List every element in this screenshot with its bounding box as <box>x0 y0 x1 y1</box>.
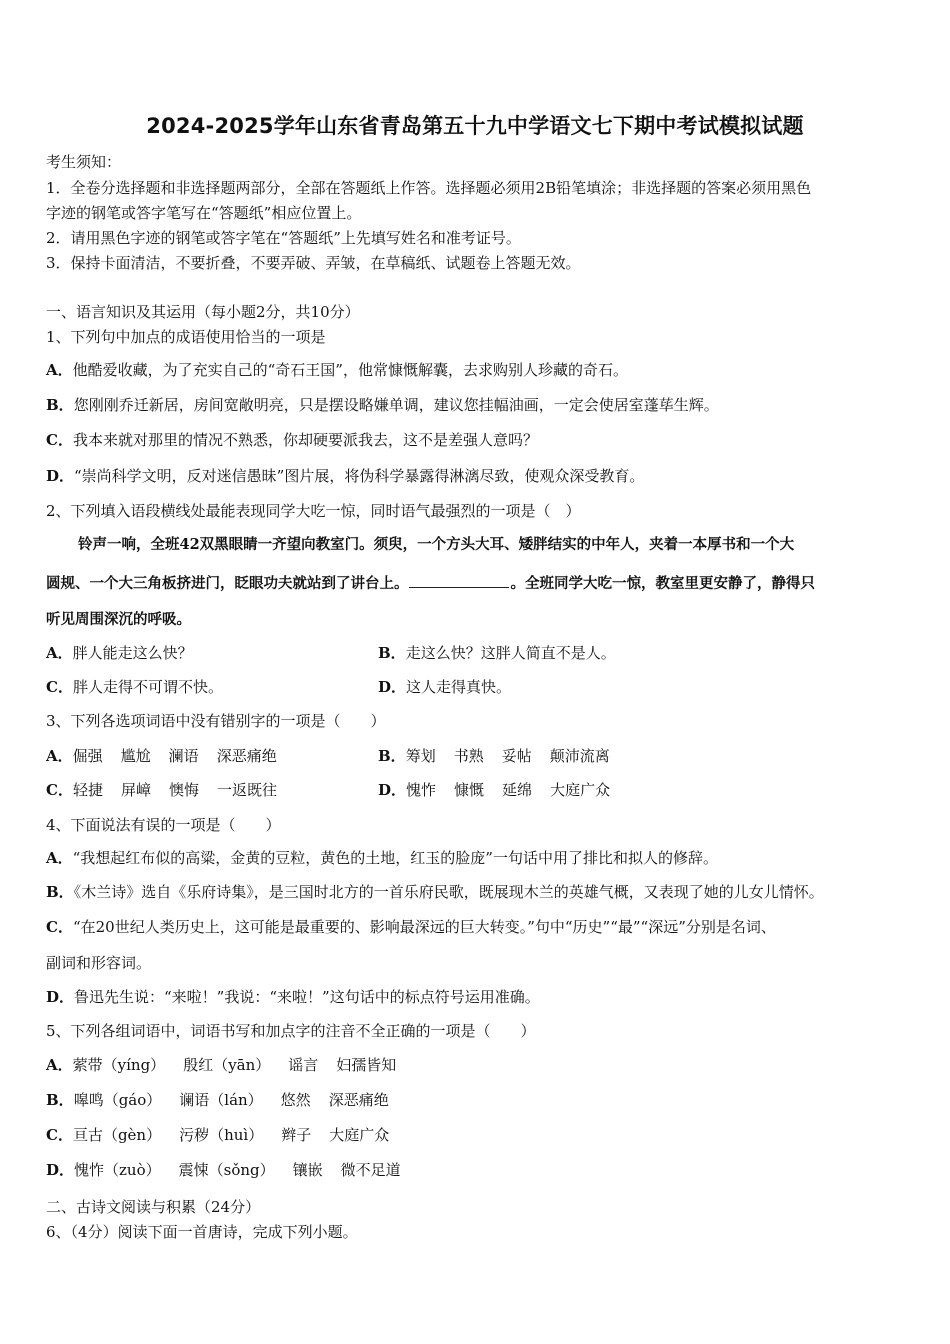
notice-item-3: 3．保持卡面清洁，不要折叠，不要弄破、弄皱，在草稿纸、试题卷上答题无效。 <box>46 254 581 272</box>
word: 延绵 <box>502 781 533 799</box>
word: 微不足道 <box>340 1161 401 1179</box>
option-text: 这人走得真快。 <box>406 678 512 696</box>
word: 镶嵌 <box>292 1161 323 1179</box>
option-label: B． <box>46 396 74 414</box>
word: 殷红（yān） <box>183 1056 271 1074</box>
option-label: A． <box>46 361 73 379</box>
notice-item-1-line-2: 字迹的钢笔或答字笔写在“答题纸”相应位置上。 <box>46 204 362 222</box>
option-label: C． <box>46 918 73 936</box>
word: 污秽（huì） <box>179 1126 264 1144</box>
q4-option-a <box>46 848 718 868</box>
q1-option-d <box>46 466 644 486</box>
word: 倔强 <box>72 747 103 765</box>
word: 澜语 <box>168 747 199 765</box>
word: 亘古（gèn） <box>72 1126 162 1144</box>
q5-option-a <box>46 1055 414 1075</box>
notice-heading: 考生须知： <box>46 153 122 171</box>
q5-stem: 5、下列各组词语中，词语书写和加点字的注音不全正确的一项是（ ） <box>46 1022 536 1040</box>
passage-text: 。全班同学大吃一惊，教室里更安静了，静得只 <box>510 575 815 592</box>
notice-item-1-line-1: 1．全卷分选择题和非选择题两部分，全部在答题纸上作答。选择题必须用2B铅笔填涂；非选择题的答案必须用黑色 <box>46 179 812 197</box>
option-text: “我想起红布似的高粱，金黄的豆粒，黄色的土地，红玉的脸庞”一句话中用了排比和拟人的修辞。 <box>72 849 718 867</box>
q5-option-d <box>46 1160 419 1180</box>
q2-passage-line-1: 铃声一响，全班42双黑眼睛一齐望向教室门。须臾，一个方头大耳、矮胖结实的中年人，夹着一本厚书和一个大 <box>78 536 795 553</box>
q2-option-b <box>378 643 616 663</box>
word: 深恶痛绝 <box>328 1091 389 1109</box>
word: 萦带（yíng） <box>72 1056 166 1074</box>
q2-option-a <box>46 643 193 663</box>
option-label: C． <box>46 1126 73 1144</box>
q3-stem: 3、下列各选项词语中没有错别字的一项是（ ） <box>46 712 386 730</box>
option-label: A． <box>46 1056 73 1074</box>
q4-option-c-line-2: 副词和形容词。 <box>46 954 152 972</box>
notice-item-2: 2．请用黑色字迹的钢笔或答字笔在“答题纸”上先填写姓名和准考证号。 <box>46 229 521 247</box>
option-label: C． <box>46 781 73 799</box>
option-label: D． <box>378 781 407 799</box>
q4-stem: 4、下面说法有误的一项是（ ） <box>46 816 281 834</box>
q6-stem: 6、（4分）阅读下面一首唐诗，完成下列小题。 <box>46 1223 358 1241</box>
q2-passage-line-3: 听见周围深沉的呼吸。 <box>46 611 191 628</box>
q5-option-c <box>46 1125 407 1145</box>
word: 轻捷 <box>72 781 103 799</box>
option-label: C． <box>46 431 73 449</box>
option-text: 我本来就对那里的情况不熟悉，你却硬要派我去，这不是差强人意吗？ <box>72 431 538 449</box>
option-label: B． <box>46 883 74 901</box>
q2-option-c <box>46 677 223 697</box>
word: 嗥鸣（gáo） <box>73 1091 162 1109</box>
exam-title: 2024-2025学年山东省青岛第五十九中学语文七下期中考试模拟试题 <box>146 114 804 138</box>
section-1-heading: 一、语言知识及其运用（每小题2分，共10分） <box>46 303 360 321</box>
option-text: “崇尚科学文明，反对迷信愚昧”图片展，将伪科学暴露得淋漓尽致，使观众深受教育。 <box>74 467 645 485</box>
word: 谣言 <box>288 1056 319 1074</box>
word: 懊悔 <box>168 781 199 799</box>
option-label: D． <box>46 988 75 1006</box>
option-label: A． <box>46 747 73 765</box>
q4-option-c <box>46 917 776 937</box>
option-label: C． <box>46 678 73 696</box>
word: 一返既往 <box>217 781 278 799</box>
q3-option-a <box>46 746 295 766</box>
option-label: B． <box>378 747 406 765</box>
answer-blank <box>409 573 509 588</box>
q3-option-d <box>378 780 628 800</box>
option-label: B． <box>378 644 406 662</box>
option-text: 胖人能走这么快？ <box>72 644 193 662</box>
word: 妇孺皆知 <box>336 1056 397 1074</box>
word: 愧怍（zuò） <box>74 1161 161 1179</box>
option-text: 您刚刚乔迁新居，房间宽敞明亮，只是摆设略嫌单调，建议您挂幅油画，一定会使居室蓬荜生辉。 <box>73 396 719 414</box>
q2-option-d <box>378 677 511 697</box>
option-text: 走这么快？这胖人简直不是人。 <box>405 644 616 662</box>
q2-passage-line-2 <box>46 573 815 594</box>
word: 震悚（sǒng） <box>178 1161 275 1179</box>
q3-option-c <box>46 780 295 800</box>
q1-option-c <box>46 430 538 450</box>
word: 慷慨 <box>454 781 485 799</box>
word: 愧怍 <box>406 781 437 799</box>
option-label: D． <box>46 467 75 485</box>
word: 屏嶂 <box>120 781 151 799</box>
word: 书熟 <box>453 747 484 765</box>
q1-stem: 1、下列句中加点的成语使用恰当的一项是 <box>46 328 326 346</box>
passage-text: 圆规、一个大三角板挤进门，眨眼功夫就站到了讲台上。 <box>46 575 409 592</box>
q1-option-a <box>46 360 628 380</box>
word: 颠沛流离 <box>549 747 610 765</box>
option-text: 鲁迅先生说：“来啦！”我说：“来啦！”这句话中的标点符号运用准确。 <box>74 988 540 1006</box>
word: 大庭广众 <box>329 1126 390 1144</box>
word: 尴尬 <box>120 747 151 765</box>
section-2-heading: 二、古诗文阅读与积累（24分） <box>46 1198 261 1216</box>
option-label: A． <box>46 849 73 867</box>
option-label: B． <box>46 1091 74 1109</box>
q5-option-b <box>46 1090 407 1110</box>
option-text: 他酷爱收藏，为了充实自己的“奇石王国”，他常慷慨解囊，去求购别人珍藏的奇石。 <box>72 361 628 379</box>
word: 辫子 <box>281 1126 312 1144</box>
word: 妥帖 <box>501 747 532 765</box>
q1-option-b <box>46 395 719 415</box>
q4-option-d <box>46 987 540 1007</box>
option-label: A． <box>46 644 73 662</box>
q4-option-b <box>46 882 824 902</box>
word: 悠然 <box>280 1091 311 1109</box>
option-label: D． <box>378 678 407 696</box>
option-text: 《木兰诗》选自《乐府诗集》，是三国时北方的一首乐府民歌，既展现木兰的英雄气概，又表现了她的儿女儿情怀。 <box>73 883 824 901</box>
q3-option-b <box>378 746 628 766</box>
option-text: 胖人走得不可谓不快。 <box>72 678 223 696</box>
word: 谰语（lán） <box>179 1091 263 1109</box>
word: 深恶痛绝 <box>216 747 277 765</box>
word: 筹划 <box>405 747 436 765</box>
option-label: D． <box>46 1161 75 1179</box>
option-text: “在20世纪人类历史上，这可能是最重要的、影响最深远的巨大转变。”句中“历史”“最”“深远”分别是名词、 <box>72 918 776 936</box>
q2-stem: 2、下列填入语段横线处最能表现同学大吃一惊，同时语气最强烈的一项是（ ） <box>46 502 581 520</box>
word: 大庭广众 <box>550 781 611 799</box>
